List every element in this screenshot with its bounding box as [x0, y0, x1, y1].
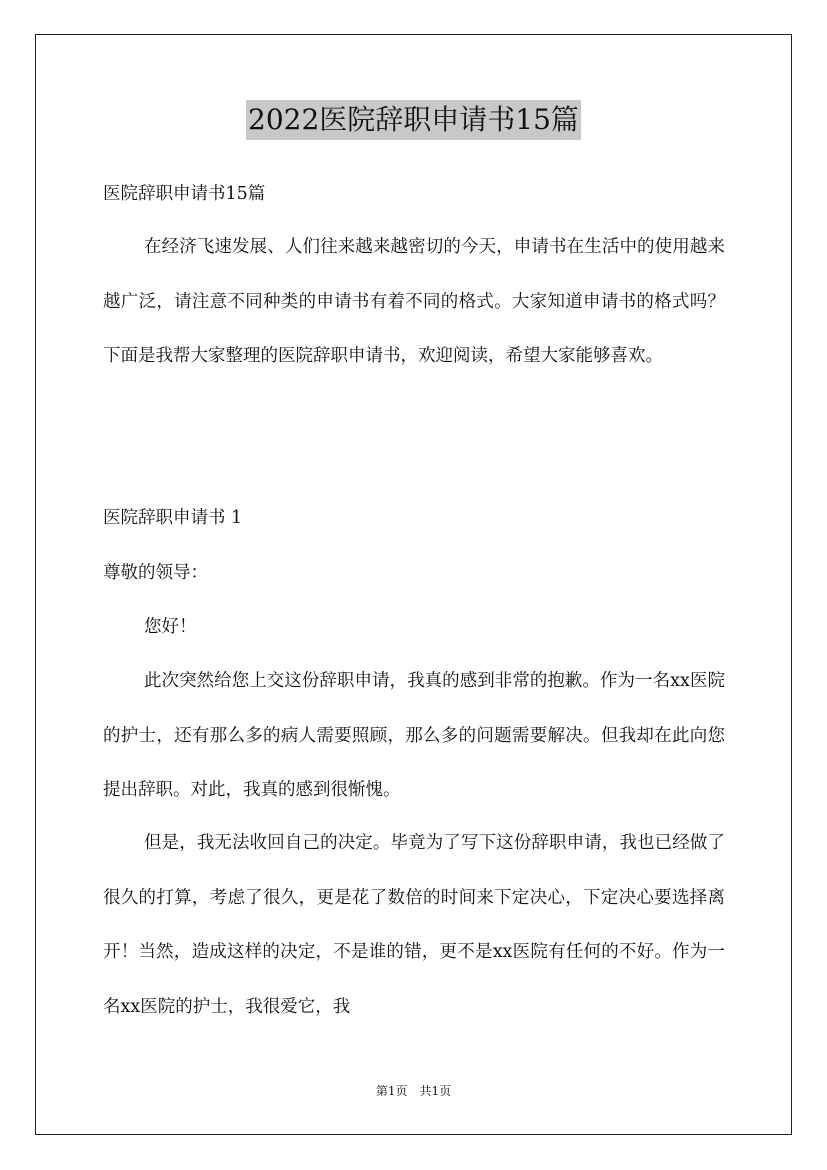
page-footer: 第1页 共1页 — [375, 1084, 452, 1098]
document-title: 2022医院辞职申请书15篇 — [246, 100, 581, 140]
body-paragraph-2: 但是，我无法收回自己的决定。毕竟为了写下这份辞职申请，我也已经做了很久的打算，考虑了很久，更是花了数倍的时间来下定决心，下定决心要选择离开！当然，造成这样的决定，不是谁的错，更不是xx医院有任何的不好。作为一名xx医院的护士，我很爱它，我 — [103, 833, 725, 1017]
section-heading: 医院辞职申请书 1 — [103, 508, 243, 528]
document-subtitle: 医院辞职申请书15篇 — [103, 184, 266, 204]
intro-paragraph: 在经济飞速发展、人们往来越来越密切的今天，申请书在生活中的使用越来越广泛，请注意不同种类的申请书有着不同的格式。大家知道申请书的格式吗？下面是我帮大家整理的医院辞职申请书，欢迎阅读，希望大家能够喜欢。 — [103, 237, 725, 366]
salutation: 尊敬的领导： — [103, 563, 208, 583]
title-container — [0, 100, 827, 140]
greeting: 您好！ — [144, 617, 197, 637]
body-paragraph-1: 此次突然给您上交这份辞职申请，我真的感到非常的抱歉。作为一名xx医院的护士，还有那么多的病人需要照顾，那么多的问题需要解决。但我却在此向您提出辞职。对此，我真的感到很惭愧。 — [103, 671, 725, 800]
